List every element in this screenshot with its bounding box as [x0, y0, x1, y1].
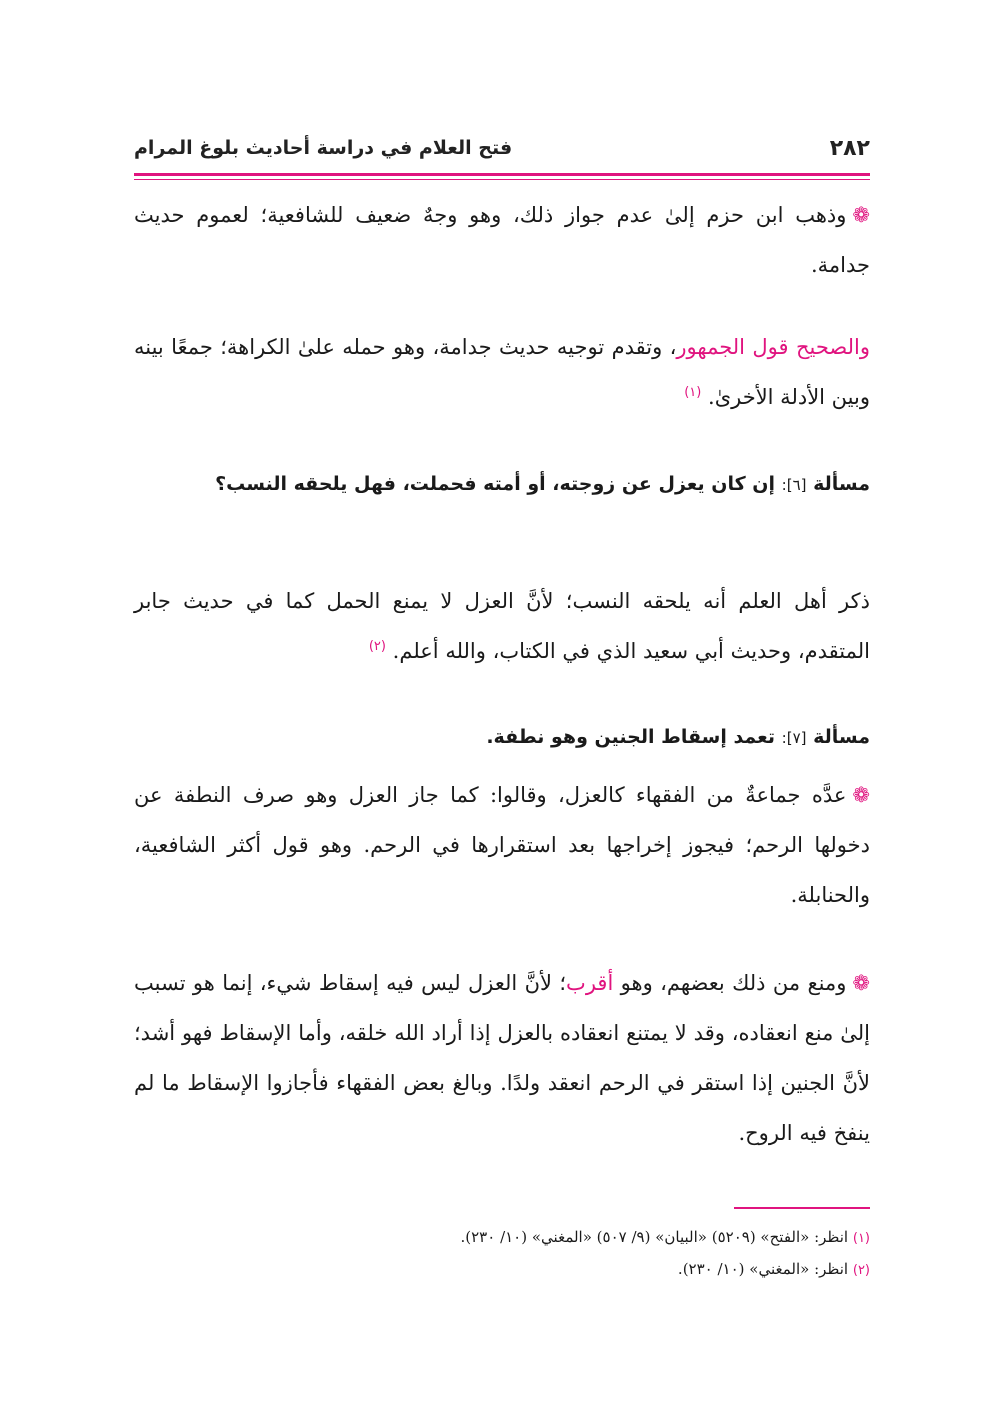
- issue-6-heading: [134, 458, 870, 511]
- footnote-text: انظر: «المغني» (١٠/ ٢٣٠).: [677, 1260, 849, 1278]
- issue-title: تعمد إسقاط الجنين وهو نطفة.: [486, 726, 776, 748]
- issue-label: مسألة: [813, 726, 870, 748]
- paragraph-text: وذهب ابن حزم إلىٰ عدم جواز ذلك، وهو وجهٌ ضعيف للشافعية؛ لعموم حديث جدامة.: [134, 203, 870, 277]
- issue-label: مسألة: [813, 473, 870, 495]
- footnotes: [134, 1222, 870, 1286]
- paragraph-lineage: [134, 576, 870, 676]
- paragraph-text: ، وتقدم توجيه حديث جدامة، وهو حمله علىٰ الكراهة؛ جمعًا بينه وبين الأدلة الأخرىٰ.: [134, 335, 870, 409]
- footnote-item: [134, 1254, 870, 1286]
- issue-7-heading: [134, 712, 870, 763]
- flower-bullet-icon: ❁: [852, 783, 870, 807]
- highlighted-phrase: أقرب: [566, 971, 614, 995]
- paragraph-jurists-count: [134, 770, 870, 920]
- footnote-number: (١): [852, 1231, 870, 1246]
- paragraph-majority-view: [134, 322, 870, 422]
- footnote-ref[interactable]: (٢): [368, 639, 386, 654]
- issue-title: إن كان يعزل عن زوجته، أو أمته فحملت، فهل يلحقه النسب؟: [215, 473, 776, 495]
- paragraph-text: ذكر أهل العلم أنه يلحقه النسب؛ لأنَّ العزل لا يمنع الحمل كما في حديث جابر المتقدم، وحديث أبي سعيد الذي في الكتاب، والله أعلم.: [134, 589, 870, 663]
- page-header: [134, 128, 870, 168]
- issue-number: [٧]:: [781, 729, 807, 747]
- flower-bullet-icon: ❁: [852, 971, 870, 995]
- footnote-rule: [734, 1207, 870, 1209]
- highlighted-phrase: والصحيح قول الجمهور: [676, 335, 870, 359]
- footnote-number: (٢): [852, 1263, 870, 1278]
- paragraph-prohibition: [134, 958, 870, 1158]
- paragraph-ibn-hazm: [134, 190, 870, 290]
- footnote-text: انظر: «الفتح» (٥٢٠٩) «البيان» (٩/ ٥٠٧) «المغني» (١٠/ ٢٣٠).: [460, 1228, 849, 1246]
- header-rule: [134, 173, 870, 176]
- paragraph-text: عدَّه جماعةٌ من الفقهاء كالعزل، وقالوا: كما جاز العزل وهو صرف النطفة عن دخولها الرحم؛ فيجوز إخراجها بعد استقرارها في الرحم. وهو قول أكثر الشافعية، والحنابلة.: [134, 783, 870, 907]
- book-title: فتح العلام في دراسة أحاديث بلوغ المرام: [134, 137, 513, 159]
- header-rule-thin: [134, 179, 870, 180]
- issue-number: [٦]:: [781, 476, 807, 494]
- paragraph-text: ؛ لأنَّ العزل ليس فيه إسقاط شيء، إنما هو تسبب إلىٰ منع انعقاده، وقد لا يمتنع انعقاده بالعزل إذا أراد الله خلقه، وأما الإسقاط فهو أشد؛ لأنَّ الجنين إذا استقر في الرحم انعقد ولدًا. وبالغ بعض الفقهاء فأجازوا الإسقاط ما لم ينفخ فيه الروح.: [134, 971, 870, 1145]
- paragraph-text: ومنع من ذلك بعضهم، وهو: [613, 971, 847, 995]
- page-number: ٢٨٢: [829, 135, 870, 161]
- flower-bullet-icon: ❁: [852, 203, 870, 227]
- footnote-item: [134, 1222, 870, 1254]
- book-page: [134, 0, 870, 1418]
- footnote-ref[interactable]: (١): [684, 385, 702, 400]
